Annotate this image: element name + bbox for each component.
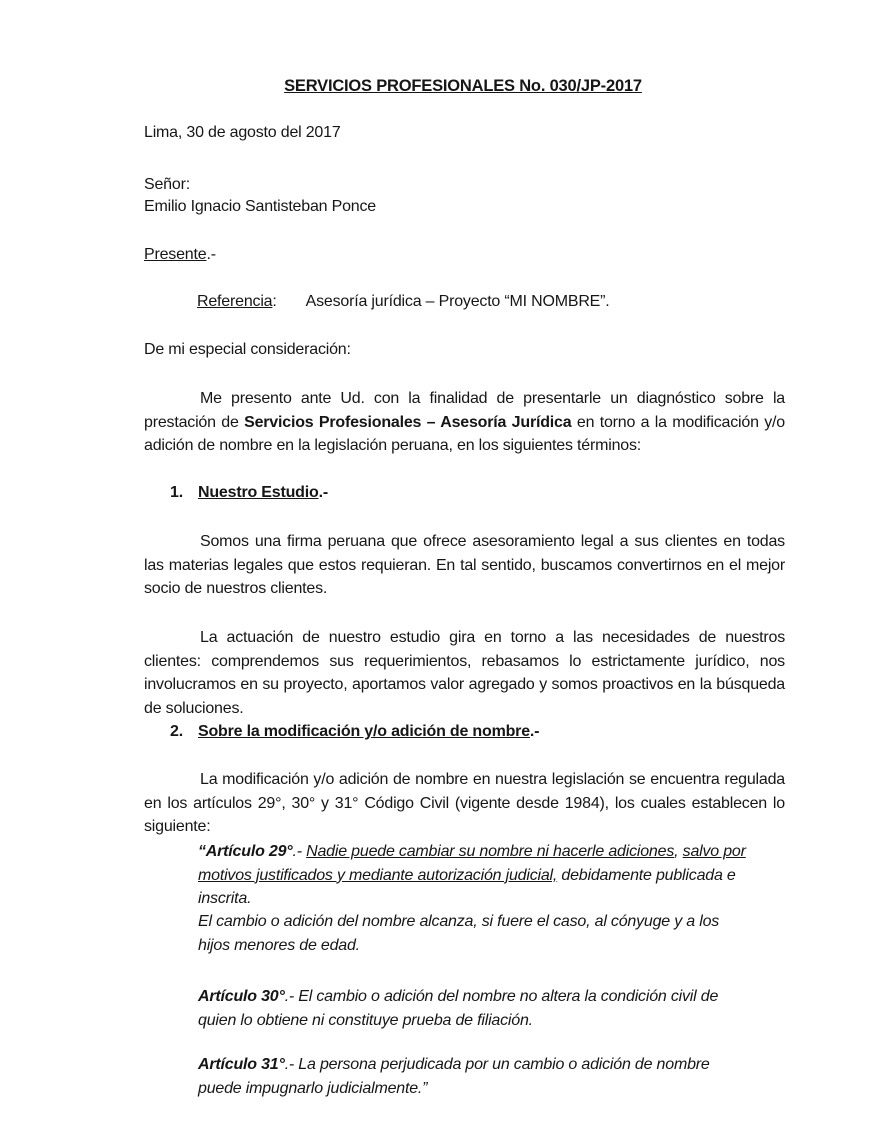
presente-suffix: .- (206, 246, 216, 263)
article-31-label: Artículo 31° (198, 1056, 285, 1073)
article-29-underlined-2: salvo por motivos justificados y mediante autorización judicial, (198, 843, 746, 884)
section1-title: Nuestro Estudio (198, 484, 319, 501)
presente-word: Presente (144, 246, 207, 263)
date-line: Lima, 30 de agosto del 2017 (144, 124, 341, 141)
section1-paragraph-1: Somos una firma peruana que ofrece asesoramiento legal a sus clientes en todas las materias legales que estos requieran. En tal sentido, buscamos convertirnos en el mejor socio de nuestros clientes. (144, 533, 785, 597)
greeting: De mi especial consideración: (144, 341, 351, 358)
article-29-rest: debidamente publicada e inscrita. (198, 866, 736, 907)
section2-suffix: .- (529, 723, 540, 740)
intro-part1: Me presento ante Ud. con la finalidad de presentarle un diagnóstico sobre la prestación de (144, 390, 785, 431)
article-29-sep: .- (292, 843, 307, 860)
salutation: Señor: (144, 176, 190, 193)
article-30-label: Artículo 30° (198, 988, 285, 1005)
article-31-quote (198, 1053, 743, 1100)
section1-number: 1. (170, 484, 183, 501)
section2-title: Sobre la modificación y/o adición de nombre (198, 723, 530, 740)
article-29-paragraph-2: El cambio o adición del nombre alcanza, si fuere el caso, al cónyuge y a los hijos menores de edad. (198, 913, 720, 954)
section1-paragraph-2: La actuación de nuestro estudio gira en torno a las necesidades de nuestros clientes: comprendemos sus requerimientos, rebasamos lo estrictamente jurídico, nos involucramos en su proyecto, aportamos valor agregado y somos proactivos en la búsqueda de soluciones. (144, 629, 785, 717)
intro-paragraph (144, 387, 785, 458)
reference-colon: : (272, 293, 277, 310)
section2-paragraph-1: La modificación y/o adición de nombre en nuestra legislación se encuentra regulada en los artículos 29°, 30° y 31° Código Civil (vigente desde 1984), los cuales establecen lo siguiente: (144, 771, 785, 835)
document-title: SERVICIOS PROFESIONALES No. 030/JP-2017 (284, 77, 642, 95)
intro-bold: Servicios Profesionales – Asesoría Jurídica (244, 413, 572, 431)
article-30-text: .- El cambio o adición del nombre no altera la condición civil de quien lo obtiene ni constituye prueba de filiación. (198, 988, 719, 1029)
article-29-comma: , (674, 843, 683, 860)
intro-part2: en torno a la modificación y/o adición de nombre en la legislación peruana, en los siguientes términos: (144, 413, 785, 454)
section2-heading (170, 723, 539, 741)
article-29-label: “Artículo 29° (198, 843, 293, 860)
section1-suffix: .- (318, 484, 328, 501)
section1-heading (170, 484, 328, 502)
recipient-name: Emilio Ignacio Santisteban Ponce (144, 198, 376, 215)
reference-line (197, 293, 610, 311)
reference-label: Referencia (197, 293, 273, 310)
reference-text: Asesoría jurídica – Proyecto “MI NOMBRE”. (305, 293, 610, 310)
article-29-underlined: Nadie puede cambiar su nombre ni hacerle adiciones (306, 843, 675, 860)
article-29-quote (198, 840, 788, 911)
article-31-text: .- La persona perjudicada por un cambio o adición de nombre puede impugnarlo judicialmente.” (198, 1056, 710, 1097)
article-30-quote (198, 985, 748, 1032)
section2-number: 2. (170, 723, 183, 740)
presente-line (144, 246, 216, 264)
